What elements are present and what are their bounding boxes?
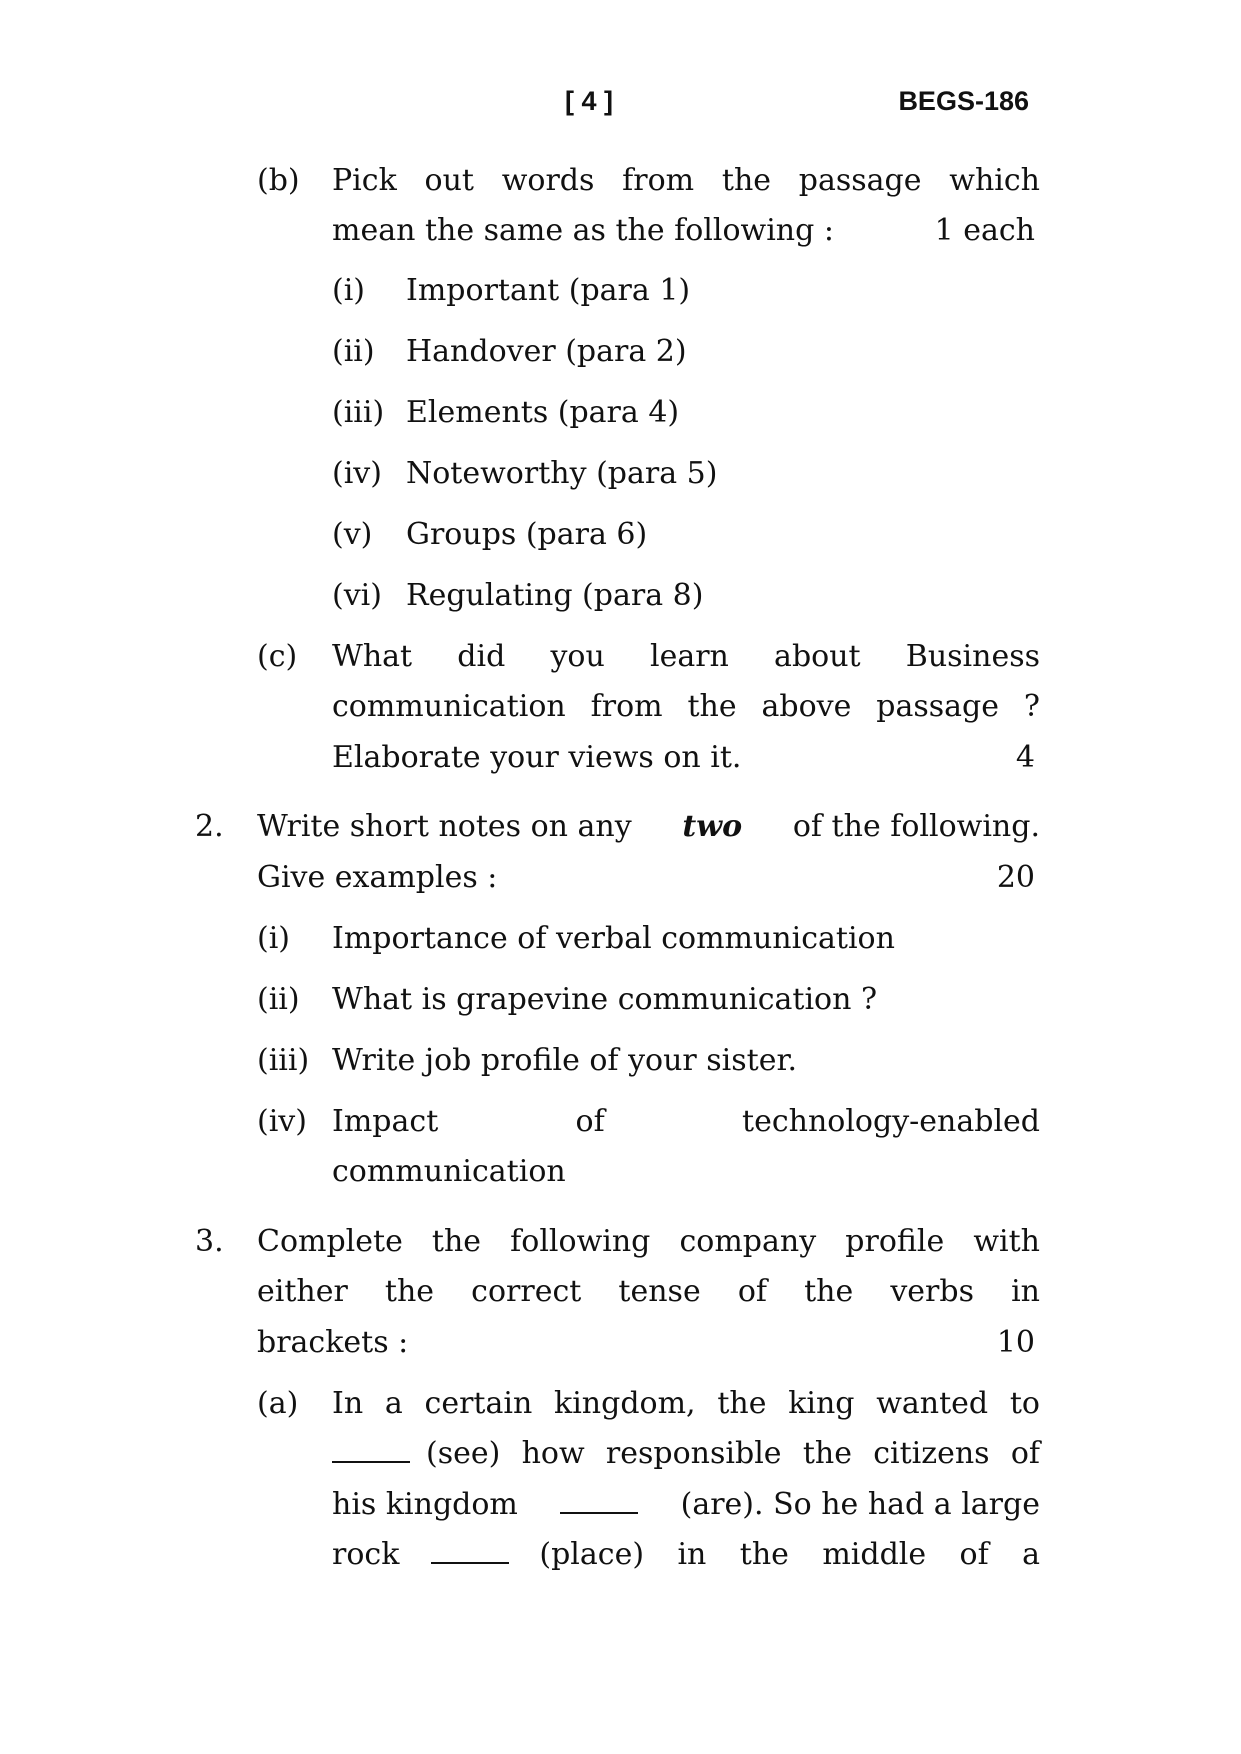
q1c-line1: What did you learn about Business	[332, 639, 1040, 674]
q1b-line2: mean the same as the following :	[332, 213, 834, 248]
q1b-item-num: (iv)	[332, 456, 382, 491]
q2-number: 2.	[195, 809, 224, 844]
q1b-item-text: Groups (para 6)	[406, 517, 648, 552]
q3a-line3	[332, 1485, 1040, 1525]
fill-blank[interactable]	[560, 1512, 638, 1514]
q3a-line2-text: (see) how responsible the citizens of	[426, 1436, 1040, 1471]
q3-marks: 10	[996, 1325, 1035, 1360]
q1b-item-num: (iii)	[332, 395, 385, 430]
q2-item4-word: Impact	[332, 1104, 439, 1139]
q1b-item-num: (ii)	[332, 334, 375, 369]
q1b-item-text: Handover (para 2)	[406, 334, 687, 369]
q1b-marks: 1 each	[934, 213, 1035, 248]
q3-line1: Complete the following company profile with	[257, 1224, 1040, 1259]
q2-item-num: (i)	[257, 921, 291, 956]
q2-item-num: (ii)	[257, 982, 300, 1017]
q1b-label: (b)	[257, 163, 300, 198]
page-number: [ 4 ]	[565, 86, 614, 116]
fill-blank[interactable]	[332, 1461, 410, 1463]
q1b-item-text: Important (para 1)	[406, 273, 691, 308]
q3a-line3-part-b: (are). So he had a large	[680, 1487, 1040, 1522]
q2-item-text: What is grapevine communication ?	[332, 982, 878, 1017]
q1b-item-text: Noteworthy (para 5)	[406, 456, 718, 491]
q2-line1-part-b: of the following.	[792, 809, 1040, 844]
q2-item-text	[332, 1102, 1040, 1142]
q1b-item-num: (v)	[332, 517, 373, 552]
q2-item-text: Write job profile of your sister.	[332, 1043, 798, 1078]
q1b-item-num: (i)	[332, 273, 366, 308]
q2-line1-part-a: Write short notes on any	[257, 809, 632, 844]
q2-line1-emphasis: two	[682, 809, 743, 844]
fill-blank[interactable]	[431, 1562, 509, 1564]
q1b-line1: Pick out words from the passage which	[332, 163, 1040, 198]
q3a-line2	[332, 1434, 1040, 1474]
q2-line1	[257, 807, 1040, 847]
q3-line2: either the correct tense of the verbs in	[257, 1274, 1040, 1309]
q1b-item-text: Regulating (para 8)	[406, 578, 704, 613]
q2-item4-word: technology-enabled	[742, 1104, 1040, 1139]
q3a-line4	[332, 1535, 1040, 1575]
q3a-line3-part-a: his kingdom	[332, 1487, 518, 1522]
q3a-line4-part-b: (place) in the middle of a	[539, 1537, 1040, 1572]
q2-marks: 20	[996, 860, 1035, 895]
q3-line3: brackets :	[257, 1325, 409, 1360]
q2-item-num: (iii)	[257, 1043, 310, 1078]
q3-number: 3.	[195, 1224, 224, 1259]
q2-item-text-cont: communication	[332, 1154, 566, 1189]
q2-item4-word: of	[575, 1104, 605, 1139]
q1b-item-text: Elements (para 4)	[406, 395, 680, 430]
q1c-marks: 4	[1015, 740, 1035, 775]
q1c-label: (c)	[257, 639, 298, 674]
q1c-line2: communication from the above passage ?	[332, 689, 1040, 724]
q3a-label: (a)	[257, 1386, 299, 1421]
q2-item-text: Importance of verbal communication	[332, 921, 895, 956]
q1b-item-num: (vi)	[332, 578, 382, 613]
q1c-line3: Elaborate your views on it.	[332, 740, 742, 775]
q3a-line1: In a certain kingdom, the king wanted to	[332, 1386, 1040, 1421]
q3a-line4-part-a: rock	[332, 1537, 400, 1572]
course-code: BEGS-186	[898, 86, 1029, 116]
q2-item-num: (iv)	[257, 1104, 307, 1139]
q2-line2: Give examples :	[257, 860, 498, 895]
